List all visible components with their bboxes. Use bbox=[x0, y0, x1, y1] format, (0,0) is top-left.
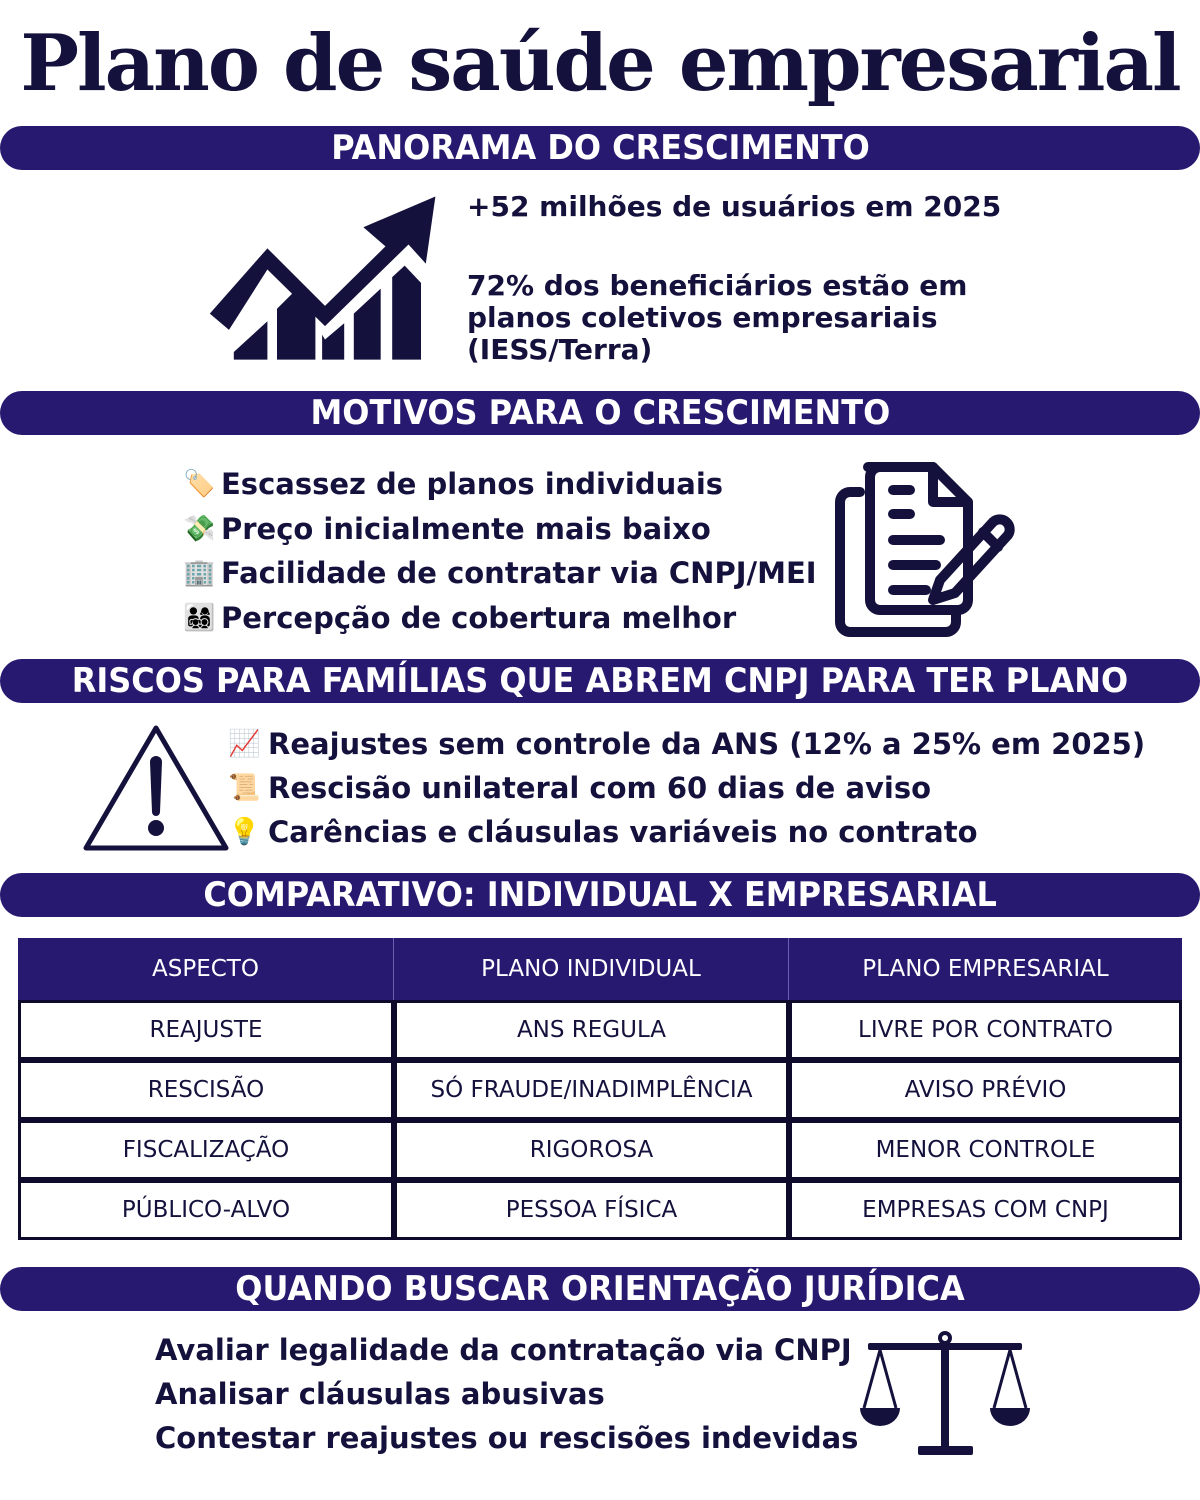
list-item bbox=[183, 551, 817, 596]
table-cell: FISCALIZAÇÃO bbox=[18, 1120, 394, 1180]
section-heading-label: COMPARATIVO: INDIVIDUAL X EMPRESARIAL bbox=[203, 875, 997, 915]
table-row bbox=[18, 1000, 1182, 1060]
table-cell: RESCISÃO bbox=[18, 1060, 394, 1120]
stat-users: +52 milhões de usuários em 2025 bbox=[467, 190, 1002, 223]
table-cell: PÚBLICO-ALVO bbox=[18, 1180, 394, 1240]
scroll-icon: 📜 bbox=[228, 773, 261, 803]
list-item bbox=[155, 1416, 858, 1460]
table-row bbox=[18, 1120, 1182, 1180]
column-header-aspecto: ASPECTO bbox=[18, 938, 394, 1000]
list-item bbox=[183, 507, 817, 552]
section-heading-riscos bbox=[0, 659, 1200, 703]
list-item-text: Preço inicialmente mais baixo bbox=[221, 511, 711, 546]
list-item-text: Reajustes sem controle da ANS (12% a 25% em 2025) bbox=[268, 727, 1146, 761]
section-heading-panorama bbox=[0, 126, 1200, 170]
list-item-text: Escassez de planos individuais bbox=[221, 467, 724, 502]
table-cell: PESSOA FÍSICA bbox=[394, 1180, 789, 1240]
list-item bbox=[228, 766, 1145, 810]
table-cell: RIGOROSA bbox=[394, 1120, 789, 1180]
list-item-text: Avaliar legalidade da contratação via CNPJ bbox=[155, 1333, 852, 1367]
table-cell: REAJUSTE bbox=[18, 1000, 394, 1060]
list-item bbox=[228, 810, 1145, 854]
riscos-list bbox=[228, 722, 1145, 854]
table-cell: AVISO PRÉVIO bbox=[789, 1060, 1182, 1120]
family-icon: 👨‍👩‍👧‍👦 bbox=[183, 602, 216, 633]
page-title: Plano de saúde empresarial bbox=[20, 18, 1180, 109]
section-heading-label: RISCOS PARA FAMÍLIAS QUE ABREM CNPJ PARA TER PLANO bbox=[71, 661, 1129, 701]
list-item bbox=[155, 1372, 858, 1416]
comparison-table bbox=[18, 938, 1182, 1240]
column-header-empresarial: PLANO EMPRESARIAL bbox=[789, 938, 1182, 1000]
section-heading-juridica bbox=[0, 1267, 1200, 1311]
table-header-row bbox=[18, 938, 1182, 1000]
list-item-text: Carências e cláusulas variáveis no contrato bbox=[268, 815, 978, 849]
growth-chart-arrow-icon bbox=[205, 185, 445, 375]
list-item-text: Facilidade de contratar via CNPJ/MEI bbox=[221, 556, 817, 591]
column-header-individual: PLANO INDIVIDUAL bbox=[394, 938, 789, 1000]
stat-beneficiaries: 72% dos beneficiários estão em planos coletivos empresariais (IESS/Terra) bbox=[467, 269, 968, 366]
list-item-text: Rescisão unilateral com 60 dias de aviso bbox=[268, 771, 932, 805]
light-bulb-icon: 💡 bbox=[228, 817, 261, 847]
list-item bbox=[228, 722, 1145, 766]
section-heading-motivos bbox=[0, 391, 1200, 435]
list-item bbox=[155, 1328, 858, 1372]
list-item bbox=[183, 462, 817, 507]
office-building-icon: 🏢 bbox=[183, 558, 216, 589]
section-heading-label: MOTIVOS PARA O CRESCIMENTO bbox=[310, 393, 890, 433]
table-row bbox=[18, 1180, 1182, 1240]
tag-icon: 🏷️ bbox=[183, 469, 216, 500]
list-item-text: Percepção de cobertura melhor bbox=[221, 600, 737, 635]
table-cell: EMPRESAS COM CNPJ bbox=[789, 1180, 1182, 1240]
section-heading-label: PANORAMA DO CRESCIMENTO bbox=[330, 128, 870, 168]
chart-increasing-icon: 📈 bbox=[228, 729, 261, 759]
motivos-list bbox=[183, 462, 817, 640]
juridica-list bbox=[155, 1328, 858, 1460]
list-item bbox=[183, 596, 817, 641]
table-cell: SÓ FRAUDE/INADIMPLÊNCIA bbox=[394, 1060, 789, 1120]
scales-of-justice-icon bbox=[858, 1330, 1033, 1460]
table-cell: ANS REGULA bbox=[394, 1000, 789, 1060]
warning-triangle-icon bbox=[80, 720, 232, 855]
section-heading-label: QUANDO BUSCAR ORIENTAÇÃO JURÍDICA bbox=[235, 1269, 965, 1309]
document-pencil-icon bbox=[828, 452, 1018, 642]
section-heading-comparativo bbox=[0, 873, 1200, 917]
table-row bbox=[18, 1060, 1182, 1120]
table-cell: LIVRE POR CONTRATO bbox=[789, 1000, 1182, 1060]
list-item-text: Analisar cláusulas abusivas bbox=[155, 1377, 605, 1411]
table-cell: MENOR CONTROLE bbox=[789, 1120, 1182, 1180]
list-item-text: Contestar reajustes ou rescisões indevidas bbox=[155, 1421, 859, 1455]
money-wings-icon: 💸 bbox=[183, 513, 216, 544]
